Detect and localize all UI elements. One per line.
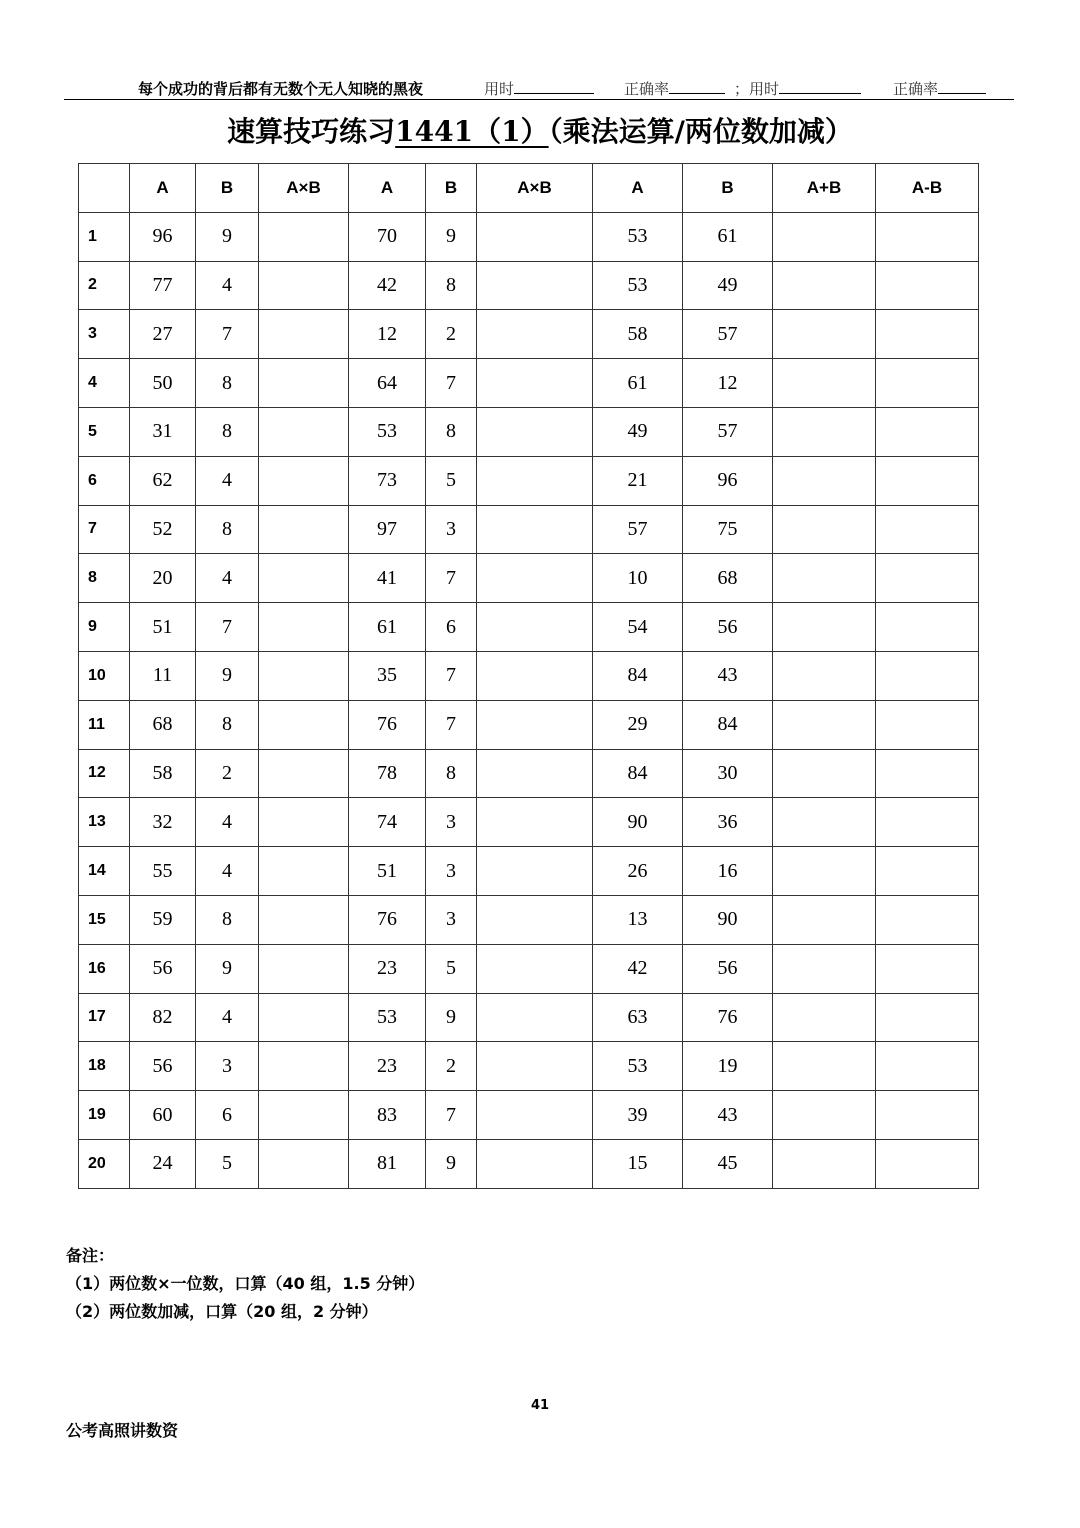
answer-product-1[interactable] — [259, 895, 349, 944]
accuracy-blank-1[interactable] — [669, 79, 725, 94]
answer-product-1[interactable] — [259, 944, 349, 993]
a-value-2: 53 — [349, 407, 426, 456]
answer-product-2[interactable] — [477, 456, 593, 505]
notes-line-2: （2）两位数加减，口算（20 组，2 分钟） — [66, 1302, 378, 1321]
table-row — [79, 651, 979, 700]
answer-difference[interactable] — [876, 359, 979, 408]
row-index: 1 — [79, 212, 130, 261]
answer-product-2[interactable] — [477, 310, 593, 359]
answer-difference[interactable] — [876, 1139, 979, 1188]
answer-product-1[interactable] — [259, 261, 349, 310]
answer-sum[interactable] — [773, 1139, 876, 1188]
row-index: 13 — [79, 798, 130, 847]
a-value-3: 21 — [593, 456, 683, 505]
b-value-1: 4 — [196, 798, 259, 847]
b-value-2: 7 — [426, 359, 477, 408]
answer-sum[interactable] — [773, 554, 876, 603]
table-row — [79, 798, 979, 847]
answer-difference[interactable] — [876, 407, 979, 456]
b-value-1: 8 — [196, 407, 259, 456]
answer-sum[interactable] — [773, 651, 876, 700]
answer-product-1[interactable] — [259, 456, 349, 505]
a-header-2: A — [349, 164, 426, 213]
footer-text: 公考高照讲数资 — [66, 1421, 179, 1440]
b-value-1: 9 — [196, 944, 259, 993]
answer-sum[interactable] — [773, 212, 876, 261]
a-value-1: 68 — [130, 700, 196, 749]
answer-product-2[interactable] — [477, 359, 593, 408]
table-row — [79, 944, 979, 993]
answer-difference[interactable] — [876, 261, 979, 310]
page-title — [0, 110, 1080, 150]
a-value-3: 49 — [593, 407, 683, 456]
answer-product-2[interactable] — [477, 603, 593, 652]
b-value-2: 6 — [426, 603, 477, 652]
a-value-1: 55 — [130, 847, 196, 896]
a-value-3: 53 — [593, 212, 683, 261]
answer-product-2[interactable] — [477, 700, 593, 749]
a-value-2: 97 — [349, 505, 426, 554]
a-value-3: 15 — [593, 1139, 683, 1188]
table-row — [79, 895, 979, 944]
a-value-2: 81 — [349, 1139, 426, 1188]
row-index: 8 — [79, 554, 130, 603]
b-value-3: 12 — [683, 359, 773, 408]
answer-product-1[interactable] — [259, 554, 349, 603]
a-value-2: 53 — [349, 993, 426, 1042]
b-value-3: 16 — [683, 847, 773, 896]
a-value-2: 23 — [349, 944, 426, 993]
answer-sum[interactable] — [773, 895, 876, 944]
row-index: 20 — [79, 1139, 130, 1188]
header-divider — [64, 99, 1014, 100]
a-value-3: 29 — [593, 700, 683, 749]
b-value-3: 90 — [683, 895, 773, 944]
answer-product-1[interactable] — [259, 359, 349, 408]
row-index: 9 — [79, 603, 130, 652]
table-row — [79, 1139, 979, 1188]
answer-sum[interactable] — [773, 359, 876, 408]
a-value-2: 35 — [349, 651, 426, 700]
answer-product-1[interactable] — [259, 1091, 349, 1140]
a-value-3: 84 — [593, 651, 683, 700]
b-value-2: 8 — [426, 261, 477, 310]
answer-product-1[interactable] — [259, 212, 349, 261]
table-row — [79, 749, 979, 798]
answer-product-1[interactable] — [259, 1042, 349, 1091]
answer-product-2[interactable] — [477, 749, 593, 798]
table-row — [79, 407, 979, 456]
answer-sum[interactable] — [773, 944, 876, 993]
b-value-2: 9 — [426, 1139, 477, 1188]
a-value-3: 39 — [593, 1091, 683, 1140]
answer-difference[interactable] — [876, 798, 979, 847]
separator: ； — [734, 80, 750, 98]
a-value-1: 56 — [130, 1042, 196, 1091]
b-value-2: 7 — [426, 700, 477, 749]
b-value-2: 8 — [426, 407, 477, 456]
b-value-1: 6 — [196, 1091, 259, 1140]
a-value-2: 73 — [349, 456, 426, 505]
table-row — [79, 456, 979, 505]
a-value-2: 83 — [349, 1091, 426, 1140]
b-value-1: 7 — [196, 310, 259, 359]
a-value-2: 78 — [349, 749, 426, 798]
table-row — [79, 359, 979, 408]
table-row — [79, 212, 979, 261]
b-value-1: 4 — [196, 847, 259, 896]
a-value-3: 90 — [593, 798, 683, 847]
time-label-1: 用时 — [484, 80, 515, 98]
product-header-1: A×B — [259, 164, 349, 213]
table-row — [79, 847, 979, 896]
answer-product-1[interactable] — [259, 798, 349, 847]
notes-heading: 备注： — [66, 1246, 115, 1265]
row-index: 5 — [79, 407, 130, 456]
answer-product-2[interactable] — [477, 944, 593, 993]
b-value-1: 4 — [196, 261, 259, 310]
b-value-1: 8 — [196, 895, 259, 944]
b-header-2: B — [426, 164, 477, 213]
row-index: 7 — [79, 505, 130, 554]
a-value-1: 51 — [130, 603, 196, 652]
answer-difference[interactable] — [876, 749, 979, 798]
answer-sum[interactable] — [773, 847, 876, 896]
answer-product-1[interactable] — [259, 603, 349, 652]
accuracy-blank-2[interactable] — [938, 79, 986, 94]
accuracy-field-2 — [893, 78, 986, 99]
notes-section — [66, 1242, 424, 1326]
row-index: 15 — [79, 895, 130, 944]
b-value-3: 68 — [683, 554, 773, 603]
a-value-1: 31 — [130, 407, 196, 456]
b-value-3: 30 — [683, 749, 773, 798]
a-value-2: 23 — [349, 1042, 426, 1091]
answer-difference[interactable] — [876, 505, 979, 554]
answer-product-1[interactable] — [259, 993, 349, 1042]
answer-product-2[interactable] — [477, 798, 593, 847]
answer-product-2[interactable] — [477, 1091, 593, 1140]
b-value-2: 3 — [426, 847, 477, 896]
row-index: 11 — [79, 700, 130, 749]
b-value-1: 8 — [196, 700, 259, 749]
b-value-3: 19 — [683, 1042, 773, 1091]
sum-header: A+B — [773, 164, 876, 213]
table-body — [79, 212, 979, 1188]
table-row — [79, 1042, 979, 1091]
b-value-2: 2 — [426, 1042, 477, 1091]
answer-difference[interactable] — [876, 651, 979, 700]
answer-sum[interactable] — [773, 456, 876, 505]
time-label-2: 用时 — [749, 80, 780, 98]
row-index: 3 — [79, 310, 130, 359]
a-value-3: 61 — [593, 359, 683, 408]
b-value-2: 2 — [426, 310, 477, 359]
answer-product-1[interactable] — [259, 310, 349, 359]
b-value-2: 5 — [426, 944, 477, 993]
difference-header: A-B — [876, 164, 979, 213]
answer-sum[interactable] — [773, 603, 876, 652]
time-field-2 — [734, 78, 861, 99]
answer-product-2[interactable] — [477, 505, 593, 554]
a-value-3: 53 — [593, 1042, 683, 1091]
answer-difference[interactable] — [876, 895, 979, 944]
a-value-1: 11 — [130, 651, 196, 700]
answer-product-1[interactable] — [259, 700, 349, 749]
answer-difference[interactable] — [876, 310, 979, 359]
a-value-1: 24 — [130, 1139, 196, 1188]
b-value-3: 43 — [683, 1091, 773, 1140]
practice-table — [78, 163, 979, 1189]
a-value-3: 63 — [593, 993, 683, 1042]
table-row — [79, 993, 979, 1042]
answer-difference[interactable] — [876, 700, 979, 749]
answer-sum[interactable] — [773, 505, 876, 554]
a-value-3: 10 — [593, 554, 683, 603]
a-value-3: 84 — [593, 749, 683, 798]
accuracy-label-2: 正确率 — [893, 80, 939, 98]
row-index: 18 — [79, 1042, 130, 1091]
table-row — [79, 310, 979, 359]
accuracy-label-1: 正确率 — [624, 80, 670, 98]
table-row — [79, 261, 979, 310]
b-value-2: 7 — [426, 651, 477, 700]
a-value-2: 76 — [349, 895, 426, 944]
b-value-1: 9 — [196, 651, 259, 700]
answer-difference[interactable] — [876, 993, 979, 1042]
index-header — [79, 164, 130, 213]
accuracy-field-1 — [624, 78, 725, 99]
a-value-1: 77 — [130, 261, 196, 310]
table-row — [79, 700, 979, 749]
answer-sum[interactable] — [773, 407, 876, 456]
a-value-1: 27 — [130, 310, 196, 359]
a-value-1: 59 — [130, 895, 196, 944]
answer-product-2[interactable] — [477, 651, 593, 700]
b-value-2: 3 — [426, 895, 477, 944]
a-value-3: 54 — [593, 603, 683, 652]
answer-sum[interactable] — [773, 261, 876, 310]
b-value-2: 8 — [426, 749, 477, 798]
answer-product-2[interactable] — [477, 212, 593, 261]
a-value-3: 57 — [593, 505, 683, 554]
a-value-2: 64 — [349, 359, 426, 408]
b-value-1: 7 — [196, 603, 259, 652]
row-index: 19 — [79, 1091, 130, 1140]
answer-product-2[interactable] — [477, 895, 593, 944]
table-header-row — [79, 164, 979, 213]
b-value-2: 9 — [426, 212, 477, 261]
product-header-2: A×B — [477, 164, 593, 213]
a-value-1: 62 — [130, 456, 196, 505]
time-blank-2[interactable] — [779, 79, 861, 94]
table-row — [79, 603, 979, 652]
title-number: 1441（1） — [395, 115, 549, 148]
b-value-2: 3 — [426, 798, 477, 847]
answer-product-2[interactable] — [477, 1139, 593, 1188]
a-value-1: 52 — [130, 505, 196, 554]
b-value-1: 4 — [196, 993, 259, 1042]
a-value-2: 76 — [349, 700, 426, 749]
a-value-2: 51 — [349, 847, 426, 896]
b-value-1: 8 — [196, 359, 259, 408]
answer-product-1[interactable] — [259, 847, 349, 896]
answer-product-2[interactable] — [477, 407, 593, 456]
a-value-1: 58 — [130, 749, 196, 798]
page-number: 41 — [530, 1398, 550, 1413]
row-index: 4 — [79, 359, 130, 408]
b-value-1: 2 — [196, 749, 259, 798]
row-index: 14 — [79, 847, 130, 896]
answer-sum[interactable] — [773, 1042, 876, 1091]
a-value-2: 42 — [349, 261, 426, 310]
a-value-2: 70 — [349, 212, 426, 261]
answer-product-2[interactable] — [477, 847, 593, 896]
answer-product-2[interactable] — [477, 993, 593, 1042]
a-value-1: 56 — [130, 944, 196, 993]
a-value-3: 58 — [593, 310, 683, 359]
answer-difference[interactable] — [876, 944, 979, 993]
b-value-3: 57 — [683, 407, 773, 456]
b-value-2: 7 — [426, 1091, 477, 1140]
a-value-2: 12 — [349, 310, 426, 359]
b-value-3: 36 — [683, 798, 773, 847]
b-value-2: 7 — [426, 554, 477, 603]
row-index: 16 — [79, 944, 130, 993]
b-value-1: 9 — [196, 212, 259, 261]
motto-text: 每个成功的背后都有无数个无人知晓的黑夜 — [138, 80, 424, 98]
b-value-3: 49 — [683, 261, 773, 310]
a-value-2: 74 — [349, 798, 426, 847]
b-value-3: 56 — [683, 944, 773, 993]
answer-product-2[interactable] — [477, 554, 593, 603]
answer-sum[interactable] — [773, 749, 876, 798]
row-index: 2 — [79, 261, 130, 310]
b-value-1: 3 — [196, 1042, 259, 1091]
a-value-1: 60 — [130, 1091, 196, 1140]
b-value-2: 5 — [426, 456, 477, 505]
answer-product-1[interactable] — [259, 651, 349, 700]
title-suffix: （乘法运算/两位数加减） — [548, 115, 853, 148]
a-value-3: 13 — [593, 895, 683, 944]
a-header-1: A — [130, 164, 196, 213]
b-value-1: 4 — [196, 554, 259, 603]
title-prefix: 速算技巧练习 — [227, 115, 396, 148]
answer-difference[interactable] — [876, 603, 979, 652]
answer-difference[interactable] — [876, 456, 979, 505]
a-value-3: 42 — [593, 944, 683, 993]
a-value-1: 96 — [130, 212, 196, 261]
b-value-3: 57 — [683, 310, 773, 359]
a-header-3: A — [593, 164, 683, 213]
answer-sum[interactable] — [773, 310, 876, 359]
table-row — [79, 1091, 979, 1140]
answer-product-2[interactable] — [477, 1042, 593, 1091]
b-value-1: 5 — [196, 1139, 259, 1188]
b-value-3: 76 — [683, 993, 773, 1042]
b-value-3: 84 — [683, 700, 773, 749]
answer-sum[interactable] — [773, 700, 876, 749]
time-field-1 — [484, 78, 594, 99]
b-value-3: 61 — [683, 212, 773, 261]
notes-line-1: （1）两位数×一位数，口算（40 组，1.5 分钟） — [66, 1274, 425, 1293]
answer-product-1[interactable] — [259, 407, 349, 456]
b-value-1: 4 — [196, 456, 259, 505]
b-header-3: B — [683, 164, 773, 213]
table-row — [79, 554, 979, 603]
answer-sum[interactable] — [773, 798, 876, 847]
b-value-3: 56 — [683, 603, 773, 652]
answer-product-1[interactable] — [259, 505, 349, 554]
page-header — [138, 76, 998, 100]
b-value-2: 3 — [426, 505, 477, 554]
b-value-1: 8 — [196, 505, 259, 554]
b-value-3: 75 — [683, 505, 773, 554]
row-index: 10 — [79, 651, 130, 700]
row-index: 17 — [79, 993, 130, 1042]
answer-sum[interactable] — [773, 993, 876, 1042]
answer-product-2[interactable] — [477, 261, 593, 310]
answer-sum[interactable] — [773, 1091, 876, 1140]
a-value-1: 50 — [130, 359, 196, 408]
b-value-2: 9 — [426, 993, 477, 1042]
answer-difference[interactable] — [876, 847, 979, 896]
answer-difference[interactable] — [876, 1042, 979, 1091]
a-value-1: 32 — [130, 798, 196, 847]
b-header-1: B — [196, 164, 259, 213]
answer-product-1[interactable] — [259, 1139, 349, 1188]
a-value-2: 61 — [349, 603, 426, 652]
a-value-3: 53 — [593, 261, 683, 310]
answer-difference[interactable] — [876, 1091, 979, 1140]
b-value-3: 96 — [683, 456, 773, 505]
answer-product-1[interactable] — [259, 749, 349, 798]
answer-difference[interactable] — [876, 212, 979, 261]
row-index: 6 — [79, 456, 130, 505]
a-value-1: 82 — [130, 993, 196, 1042]
b-value-3: 45 — [683, 1139, 773, 1188]
time-blank-1[interactable] — [514, 79, 594, 94]
answer-difference[interactable] — [876, 554, 979, 603]
a-value-3: 26 — [593, 847, 683, 896]
a-value-2: 41 — [349, 554, 426, 603]
row-index: 12 — [79, 749, 130, 798]
table-row — [79, 505, 979, 554]
b-value-3: 43 — [683, 651, 773, 700]
a-value-1: 20 — [130, 554, 196, 603]
